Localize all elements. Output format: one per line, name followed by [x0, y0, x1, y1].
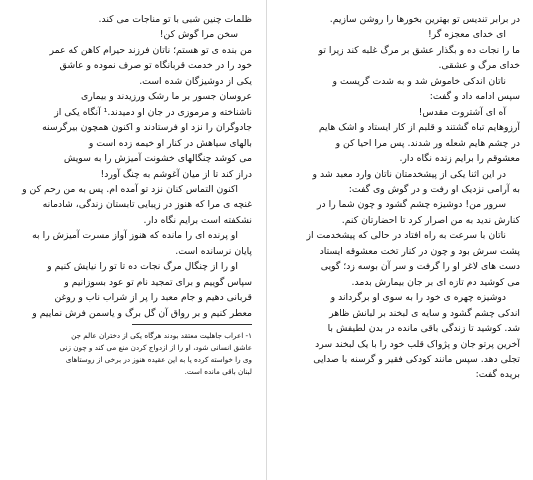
text-line: جادوگران را نزد او فرستادند و اکنون همچون بیرگرسنه — [42, 122, 252, 134]
footnote-divider — [132, 324, 252, 325]
text-line: معطر کنیم و بر رواق آن گل برگ و یاسمن فرش نماییم و — [32, 307, 252, 319]
text-line: آرزوهایم تباه گشتند و قلبم از کار ایستاد و اشک هایم — [318, 122, 520, 134]
text-line: اندکی چشم گشود و سایه ی لبخند بر لبانش ظاهر — [329, 307, 520, 319]
footnote-line: وی را خواسته کرده یا به این عقیده هنوز در برخی از روستاهای — [65, 355, 252, 365]
text-line: سپاس گوییم و برای تمجید نام تو عود بسوزانیم و — [64, 276, 252, 288]
text-line: ناشناخته و مرموزی در جان او دمیدند.¹ آنگاه یکی از — [54, 106, 252, 118]
right-page — [282, 12, 520, 474]
text-line: عروسان جسور بر ما رشک ورزیدند و بیماری — [80, 91, 252, 103]
text-line: دراز کند تا از میان آغوشم به چنگ آورد! — [100, 168, 252, 180]
text-line: غنچه ی مرا که هنوز در زیبایی تابستان زندگی، شادمانه — [42, 199, 252, 211]
text-line: او را از چنگال مرگ نجات ده تا تو را نیایش کنیم و — [47, 261, 238, 273]
footnote-line: عاشق انسانی شود، او را از ازدواج کردن منع می کند و چون زنی — [59, 343, 252, 353]
text-line: شد. کوشید تا زندگی باقی مانده در بدن لطیفش با — [327, 323, 520, 335]
text-line: سپس ادامه داد و گفت: — [429, 91, 520, 103]
text-line: می کوشید دم تازه ای بر جان بیمارش بدمد. — [351, 276, 520, 288]
text-line: دست های لاغر او را گرفت و سر آن بوسه زد؛ گویی — [320, 261, 520, 273]
text-line: آخرین پرتو جان و پژواک قلب خود را با یک لبخند سرد — [315, 338, 520, 350]
text-line: یکی از دوشیزگان شده است. — [139, 75, 252, 87]
text-line: سرور من! دوشیزه چشم گشود و چون شما را در — [317, 199, 506, 211]
text-line: می کوشد چنگالهای خشونت آمیزش را به سویش — [63, 153, 252, 165]
text-line: آه ای آشتروت مقدس! — [418, 106, 506, 118]
text-line: خدای مرگ و عشقی. — [438, 60, 520, 72]
text-line: کنارش ندید به من اصرار کرد تا احضارتان کنم. — [341, 214, 520, 226]
text-line: ناتان با سرعت به راه افتاد در حالی که پیشخدمت از — [306, 230, 506, 242]
text-line: پشت سرش بود و چون در کنار تخت معشوقه ایستاد — [319, 245, 520, 257]
text-line: معشوقم را برایم زنده نگاه دار. — [399, 153, 520, 165]
text-line: در چشم هایم شعله ور شدند. پس مرا احیا کن و — [335, 137, 520, 149]
page-gutter — [266, 0, 267, 480]
text-line: بالهای سیاهش در کنار او خیمه زده است و — [88, 137, 252, 149]
text-line: من بنده ی تو هستم؛ ناتان فرزند حیرام کاهن که عمر — [49, 44, 252, 56]
text-line: ناتان اندکی خاموش شد و به شدت گریست و — [332, 75, 506, 87]
text-line: او پرنده ای را مانده که هنوز آواز مسرت آمیزش را به — [32, 230, 238, 242]
footnote-line: لبنان باقی مانده است. — [184, 367, 252, 377]
text-line: خود را در خدمت قربانگاه تو صرف نموده و عاشق — [59, 60, 252, 72]
text-line: ظلمات چنین شبی با تو مناجات می کند. — [98, 14, 252, 25]
text-line: سخن مرا گوش کن! — [159, 29, 238, 41]
text-line: در این اثنا یکی از پیشخدمتان ناتان وارد معبد شد و — [312, 168, 506, 180]
text-line: به آرامی نزدیک او رفت و در گوش وی گفت: — [348, 183, 520, 195]
text-line: بریده گفت: — [475, 369, 520, 381]
text-line: دوشیزه چهره ی خود را به سوی او برگرداند و — [330, 292, 506, 304]
left-page — [16, 12, 252, 474]
text-line: ما را نجات ده و بگذار عشق بر مرگ غلبه کند زیرا تو — [318, 44, 520, 56]
text-line: پایان نرسانده است. — [175, 245, 252, 257]
text-line: نشکفته است برایم نگاه دار. — [143, 214, 252, 226]
text-line: قربانی دهیم و جام معبد را پر از شراب ناب و روغن — [54, 292, 252, 304]
text-line: در برابر تندیس تو بهترین بخورها را روشن سازیم. — [329, 14, 520, 25]
footnote-line: ۱- اعراب جاهلیت معتقد بودند هرگاه یکی از دختران عالم جن — [71, 331, 252, 341]
text-line: تجلی دهد. سپس مانند کودکی فقیر و گرسنه با صدایی — [313, 353, 520, 365]
text-line: اکنون التماس کنان نزد تو آمده ام. پس به من رحم کن و — [22, 183, 238, 195]
text-line: ای خدای معجزه گر! — [428, 29, 506, 41]
